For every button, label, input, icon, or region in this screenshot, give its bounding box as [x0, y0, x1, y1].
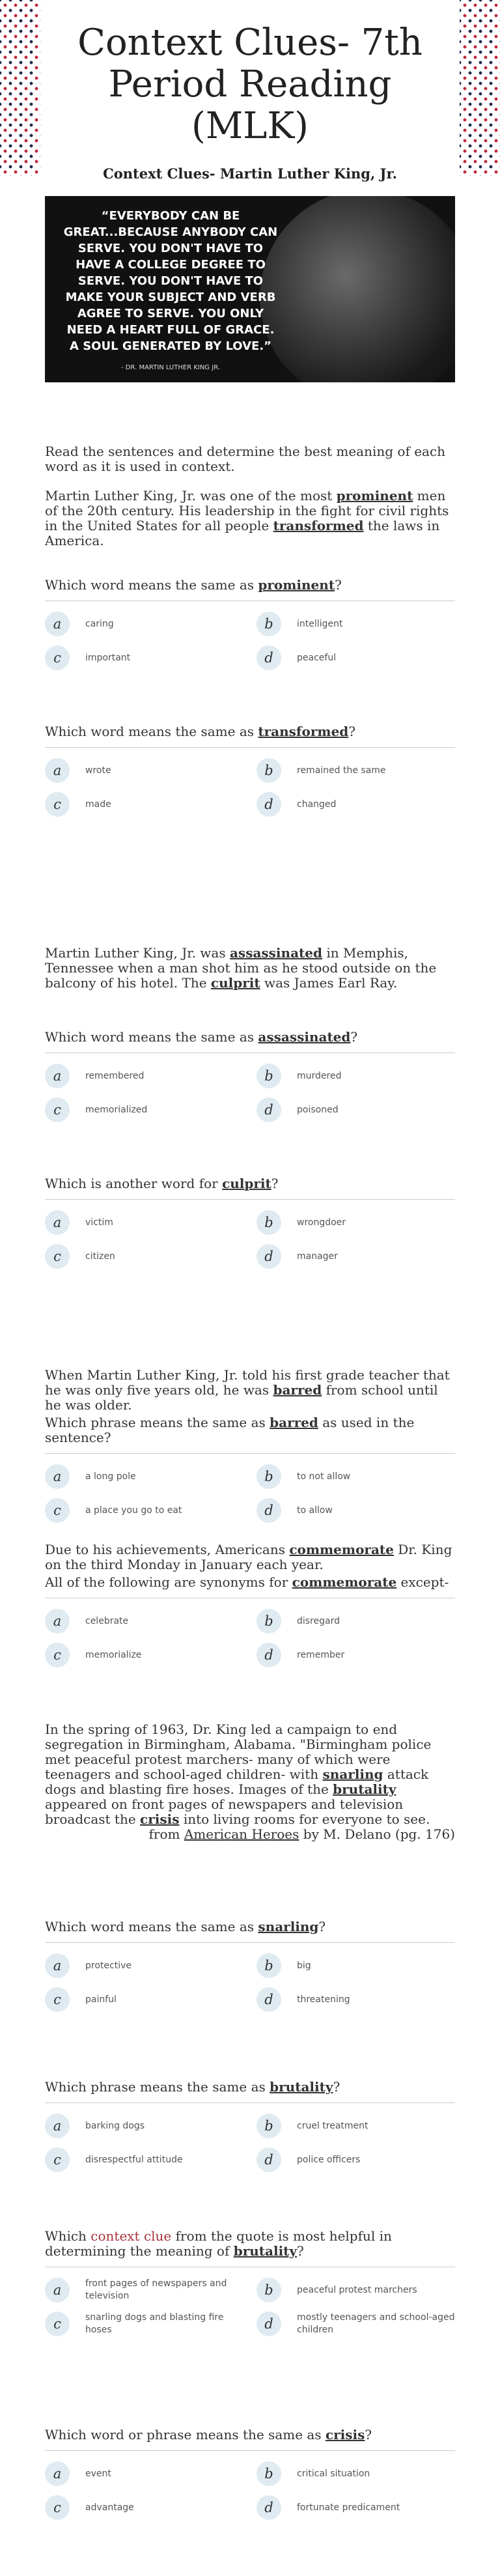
answer-option[interactable]: a protective: [45, 1952, 243, 1979]
answer-option[interactable]: a victim: [45, 1209, 243, 1236]
letter-d-badge: d: [257, 1244, 281, 1269]
answer-option[interactable]: c made: [45, 791, 243, 818]
letter-c-badge: c: [45, 1498, 70, 1523]
answer-option[interactable]: c snarling dogs and blasting fire hoses: [45, 2310, 243, 2338]
answer-option[interactable]: d mostly teenagers and school-aged children: [257, 2310, 455, 2338]
answer-option[interactable]: b intelligent: [257, 610, 455, 638]
letter-c-badge: c: [45, 645, 70, 670]
answer-option[interactable]: c citizen: [45, 1243, 243, 1270]
instructions: Read the sentences and determine the best meaning of each word as it is used in context.: [45, 444, 446, 474]
letter-a-badge: a: [45, 2114, 70, 2138]
letter-c-badge: c: [45, 1244, 70, 1269]
answer-option[interactable]: c important: [45, 644, 243, 672]
answer-option[interactable]: b big: [257, 1952, 455, 1979]
answer-option[interactable]: b wrongdoer: [257, 1209, 455, 1236]
answer-option[interactable]: b peaceful protest marchers: [257, 2276, 455, 2304]
passage-1: Martin Luther King, Jr. was one of the most prominent men of the 20th century. His leadership in the fight for civil rights in the United States for all people transformed the laws in America.: [45, 488, 449, 548]
answer-option[interactable]: a caring: [45, 610, 243, 638]
answer-option[interactable]: d to allow: [257, 1497, 455, 1524]
letter-a-badge: a: [45, 1210, 70, 1235]
answer-option[interactable]: d manager: [257, 1243, 455, 1270]
answer-option[interactable]: b murdered: [257, 1062, 455, 1090]
letter-a-badge: a: [45, 2461, 70, 2486]
answer-option[interactable]: b critical situation: [257, 2460, 455, 2487]
passage-3: When Martin Luther King, Jr. told his first grade teacher that he was only five years old, he was barred from school until he was older.: [45, 1367, 450, 1413]
letter-b-badge: b: [257, 1064, 281, 1088]
passage-5: In the spring of 1963, Dr. King led a campaign to end segregation in Birmingham, Alabama. "Birmingham police met peaceful protest marchers- many of which were teenagers and school-aged children- with snarling attack dogs and blasting fire hoses. Images of the brutality appeared on front pages of newspapers and television broadcast the crisis into living rooms for everyone to see.: [45, 1721, 432, 1827]
letter-a-badge: a: [45, 1609, 70, 1634]
question-10: Which word or phrase means the same as crisis? a event b critical situation c advantage d fortunate predicament: [45, 2427, 455, 2528]
answer-option[interactable]: b disregard: [257, 1607, 455, 1635]
passage-2: Martin Luther King, Jr. was assassinated in Memphis, Tennessee when a man shot him as he stood outside on the balcony of his hotel. The culprit was James Earl Ray.: [45, 945, 437, 991]
portrait-shape: [260, 196, 455, 382]
decorative-dots-right: [460, 0, 500, 176]
answer-option[interactable]: d fortunate predicament: [257, 2494, 455, 2521]
letter-c-badge: c: [45, 2495, 70, 2520]
citation: from American Heroes by M. Delano (pg. 176): [148, 1826, 455, 1842]
answer-option[interactable]: d poisoned: [257, 1096, 455, 1124]
question-8: Which phrase means the same as brutality? a barking dogs b cruel treatment c disrespectful attitude d police officers: [45, 2080, 455, 2180]
letter-d-badge: d: [257, 2495, 281, 2520]
answer-option[interactable]: d remember: [257, 1641, 455, 1669]
letter-c-badge: c: [45, 1987, 70, 2012]
answer-option[interactable]: c memorialize: [45, 1641, 243, 1669]
hero-attribution: - DR. MARTIN LUTHER KING JR.: [121, 364, 220, 371]
answer-option[interactable]: a remembered: [45, 1062, 243, 1090]
answer-option[interactable]: b remained the same: [257, 757, 455, 784]
letter-b-badge: b: [257, 2114, 281, 2138]
answer-option[interactable]: c painful: [45, 1986, 243, 2013]
question-4: Which is another word for culprit? a victim b wrongdoer c citizen d manager: [45, 1176, 455, 1277]
letter-c-badge: c: [45, 792, 70, 817]
letter-b-badge: b: [257, 2461, 281, 2486]
subtitle: Context Clues- Martin Luther King, Jr.: [103, 165, 397, 182]
letter-a-badge: a: [45, 612, 70, 636]
passage-4: Due to his achievements, Americans commemorate Dr. King on the third Monday in January each year.: [45, 1542, 452, 1572]
answer-option[interactable]: d threatening: [257, 1986, 455, 2013]
letter-d-badge: d: [257, 1498, 281, 1523]
letter-c-badge: c: [45, 1097, 70, 1122]
question-3: Which word means the same as assassinated? a remembered b murdered c memorialized d poisoned: [45, 1030, 455, 1130]
question-2: Which word means the same as transformed? a wrote b remained the same c made d changed: [45, 724, 455, 825]
question-1: Which word means the same as prominent? a caring b intelligent c important d peaceful: [45, 578, 455, 678]
answer-option[interactable]: a celebrate: [45, 1607, 243, 1635]
letter-d-badge: d: [257, 1987, 281, 2012]
answer-option[interactable]: c memorialized: [45, 1096, 243, 1124]
question-6: Due to his achievements, Americans commemorate Dr. King on the third Monday in January each year. All of the following are synonyms for commemorate except- a celebrate b disregard c memorialize d remember: [45, 1542, 455, 1675]
decorative-dots-left: [0, 0, 40, 176]
answer-option[interactable]: a wrote: [45, 757, 243, 784]
answer-option[interactable]: a event: [45, 2460, 243, 2487]
letter-b-badge: b: [257, 758, 281, 783]
letter-c-badge: c: [45, 2312, 70, 2336]
answer-option[interactable]: c advantage: [45, 2494, 243, 2521]
page-title: Context Clues- 7th Period Reading (MLK): [77, 21, 423, 147]
question-7: Which word means the same as snarling? a protective b big c painful d threatening: [45, 1919, 455, 2020]
answer-option[interactable]: b to not allow: [257, 1463, 455, 1490]
letter-a-badge: a: [45, 1464, 70, 1489]
mlk-quote-image: [45, 196, 455, 382]
letter-b-badge: b: [257, 1953, 281, 1978]
letter-a-badge: a: [45, 1064, 70, 1088]
question-5: When Martin Luther King, Jr. told his first grade teacher that he was only five years old, he was barred from school until he was older. Which phrase means the same as barred as used in the sentence? a a long pole b to not allow c a place you go to eat d to allow: [45, 1368, 455, 1531]
question-9: Which context clue from the quote is most helpful in determining the meaning of brutality? a front pages of newspapers and television b peaceful protest marchers c snarling dogs and blasting fire hoses d mostly teenagers and school-aged children: [45, 2229, 455, 2344]
letter-b-badge: b: [257, 1464, 281, 1489]
letter-b-badge: b: [257, 1210, 281, 1235]
worksheet: [45, 0, 455, 382]
letter-c-badge: c: [45, 2147, 70, 2172]
answer-option[interactable]: a front pages of newspapers and television: [45, 2276, 243, 2304]
letter-b-badge: b: [257, 2278, 281, 2302]
context-clue-highlight: context clue: [90, 2228, 172, 2244]
answer-option[interactable]: d police officers: [257, 2146, 455, 2173]
letter-c-badge: c: [45, 1643, 70, 1667]
letter-d-badge: d: [257, 1643, 281, 1667]
letter-a-badge: a: [45, 2278, 70, 2302]
answer-option[interactable]: a barking dogs: [45, 2112, 243, 2140]
letter-d-badge: d: [257, 792, 281, 817]
hero-quote: “EVERYBODY CAN BE GREAT...BECAUSE ANYBODY CAN SERVE. YOU DON'T HAVE TO HAVE A COLLEGE DEGREE TO SERVE. YOU DON'T HAVE TO MAKE YOUR SUBJECT AND VERB AGREE TO SERVE. YOU ONLY NEED A HEART FULL OF GRACE. A SOUL GENERATED BY LOVE.”: [63, 209, 278, 353]
answer-option[interactable]: a a long pole: [45, 1463, 243, 1490]
answer-option[interactable]: b cruel treatment: [257, 2112, 455, 2140]
answer-option[interactable]: c a place you go to eat: [45, 1497, 243, 1524]
letter-d-badge: d: [257, 1097, 281, 1122]
letter-b-badge: b: [257, 1609, 281, 1634]
letter-b-badge: b: [257, 612, 281, 636]
answer-option[interactable]: c disrespectful attitude: [45, 2146, 243, 2173]
letter-a-badge: a: [45, 758, 70, 783]
answer-option[interactable]: d changed: [257, 791, 455, 818]
letter-a-badge: a: [45, 1953, 70, 1978]
letter-d-badge: d: [257, 2312, 281, 2336]
answer-option[interactable]: d peaceful: [257, 644, 455, 672]
letter-d-badge: d: [257, 645, 281, 670]
letter-d-badge: d: [257, 2147, 281, 2172]
